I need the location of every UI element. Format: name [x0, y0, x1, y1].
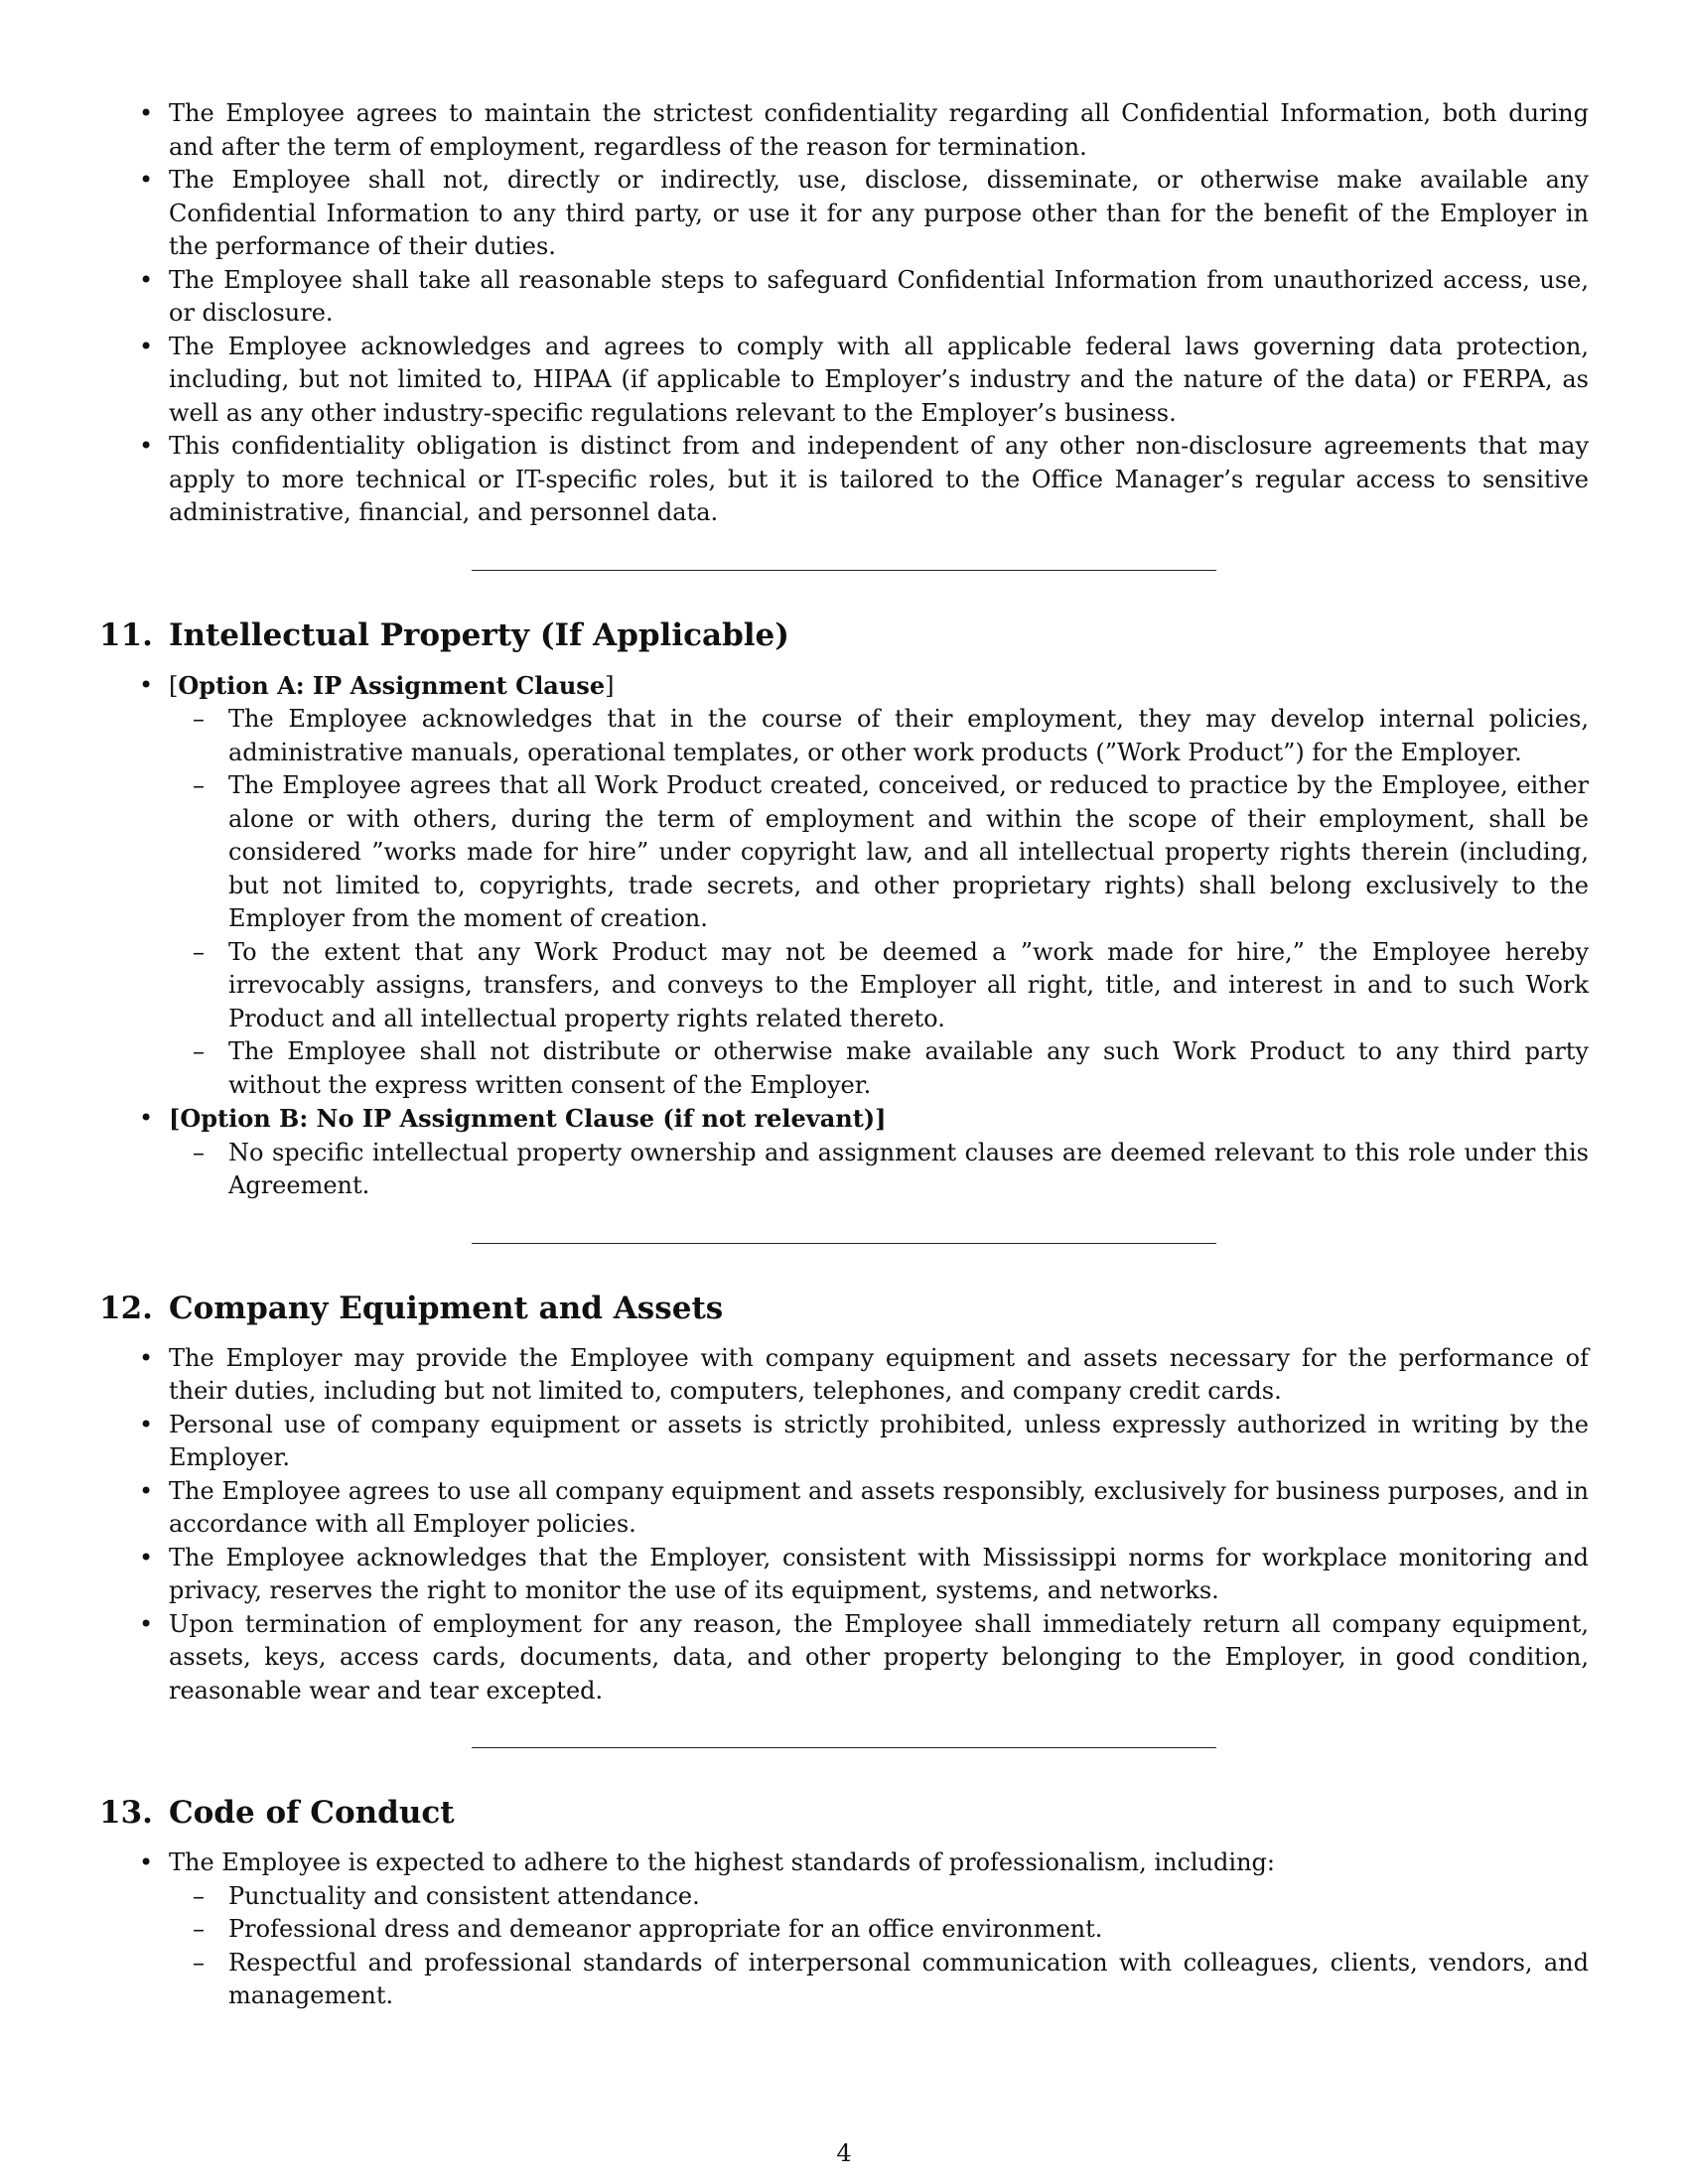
bracket-close: ]: [605, 671, 615, 700]
section-divider: [472, 570, 1216, 571]
option-b-label: [Option B: No IP Assignment Clause (if not relevant)]: [169, 1104, 887, 1133]
section-divider: [472, 1747, 1216, 1748]
list-item: • The Employee agrees to maintain the strictest confidentiality regarding all Confidential Information, both during and after the term of employment, regardless of the reason for termination.: [99, 97, 1589, 164]
list-item: • The Employee acknowledges and agrees to comply with all applicable federal laws governing data protection, including, but not limited to, HIPAA (if applicable to Employer’s industry and the nature of the data) or FERPA, as well as any other industry-specific regulations relevant to the Employer’s business.: [99, 331, 1589, 431]
list-item: – To the extent that any Work Product may not be deemed a ”work made for hire,” the Employee hereby irrevocably assigns, transfers, and conveys to the Employer all right, title, and interest in and to such Work Product and all intellectual property rights related thereto.: [169, 936, 1589, 1036]
list-item: • Personal use of company equipment or assets is strictly prohibited, unless expressly authorized in writing by the Employer.: [99, 1409, 1589, 1475]
conduct-lead-text: The Employee is expected to adhere to the highest standards of professionalism, including:: [169, 1848, 1275, 1876]
ip-options-list: [99, 669, 1589, 1203]
section-title: Intellectual Property (If Applicable): [168, 616, 789, 653]
bracket-open: [: [169, 671, 179, 700]
list-item: – Respectful and professional standards of interpersonal communication with colleagues, clients, vendors, and management.: [169, 1947, 1589, 2013]
list-item: – The Employee acknowledges that in the course of their employment, they may develop internal policies, administrative manuals, operational templates, or other work products (”Work Product”) for the Employer.: [169, 703, 1589, 769]
list-item: – Professional dress and demeanor appropriate for an office environment.: [169, 1913, 1589, 1947]
section-number: 12.: [99, 1290, 153, 1326]
section-number: 13.: [99, 1795, 153, 1831]
list-item: • This confidentiality obligation is distinct from and independent of any other non-disclosure agreements that may apply to more technical or IT-specific roles, but it is tailored to the Office Manager’s regular access to sensitive administrative, financial, and personnel data.: [99, 430, 1589, 530]
list-item: • Upon termination of employment for any reason, the Employee shall immediately return all company equipment, assets, keys, access cards, documents, data, and other property belonging to the Employer, in good condition, reasonable wear and tear excepted.: [99, 1608, 1589, 1708]
list-item: – Punctuality and consistent attendance.: [169, 1880, 1589, 1914]
option-b-sublist: [169, 1137, 1589, 1203]
page-number: 4: [836, 2139, 852, 2167]
option-a-sublist: [169, 703, 1589, 1102]
list-item: – The Employee agrees that all Work Product created, conceived, or reduced to practice by the Employee, either alone or with others, during the term of employment and within the scope of their employment, shall be considered ”works made for hire” under copyright law, and all intellectual property rights therein (including, but not limited to, copyrights, trade secrets, and other proprietary rights) shall belong exclusively to the Employer from the moment of creation.: [169, 769, 1589, 936]
confidentiality-bullet-list: [99, 97, 1589, 530]
section-title: Code of Conduct: [168, 1795, 455, 1831]
conduct-sublist: [169, 1880, 1589, 2013]
list-item: • The Employer may provide the Employee with company equipment and assets necessary for the performance of their duties, including but not limited to, computers, telephones, and company credit cards.: [99, 1342, 1589, 1409]
option-a-label: Option A: IP Assignment Clause: [178, 670, 606, 700]
equipment-bullet-list: [99, 1342, 1589, 1708]
list-item: – The Employee shall not distribute or otherwise make available any such Work Product to any third party without the express written consent of the Employer.: [169, 1035, 1589, 1102]
list-item: – No specific intellectual property ownership and assignment clauses are deemed relevant to this role under this Agreement.: [169, 1137, 1589, 1203]
option-b-item: [99, 1102, 1589, 1203]
option-a-item: [99, 669, 1589, 1103]
list-item: • The Employee shall take all reasonable steps to safeguard Confidential Information from unauthorized access, use, or disclosure.: [99, 264, 1589, 331]
page-content: [99, 97, 1589, 2013]
section-number: 11.: [99, 616, 153, 653]
conduct-bullet-list: [99, 1846, 1589, 2013]
section-divider: [472, 1243, 1216, 1244]
conduct-lead-item: [99, 1846, 1589, 2013]
section-11-heading: [99, 615, 1589, 655]
section-13-heading: [99, 1793, 1589, 1833]
section-title: Company Equipment and Assets: [168, 1290, 724, 1326]
list-item: • The Employee agrees to use all company equipment and assets responsibly, exclusively for business purposes, and in accordance with all Employer policies.: [99, 1475, 1589, 1542]
list-item: • The Employee acknowledges that the Employer, consistent with Mississippi norms for workplace monitoring and privacy, reserves the right to monitor the use of its equipment, systems, and networks.: [99, 1542, 1589, 1608]
section-12-heading: [99, 1289, 1589, 1328]
list-item: • The Employee shall not, directly or indirectly, use, disclose, disseminate, or otherwise make available any Confidential Information to any third party, or use it for any purpose other than for the benefit of the Employer in the performance of their duties.: [99, 164, 1589, 264]
